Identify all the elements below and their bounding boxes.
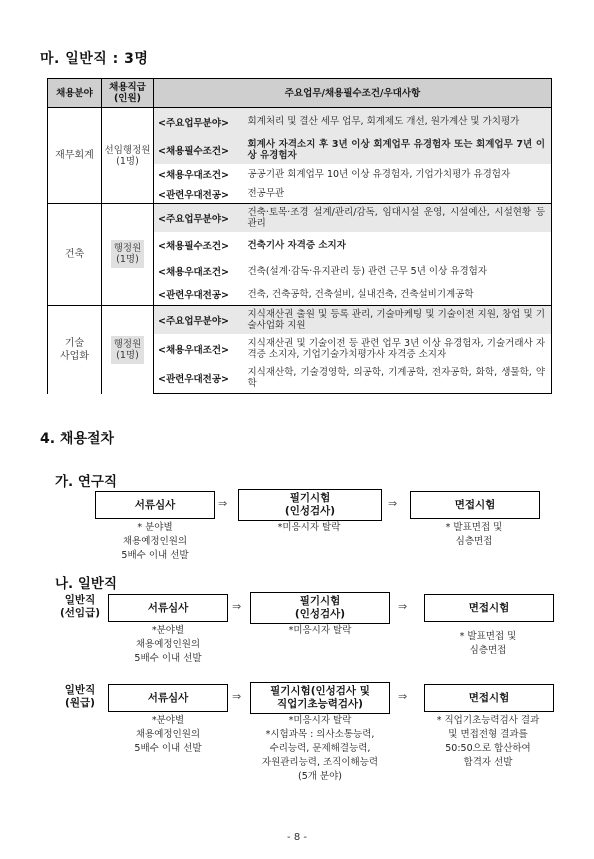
research-step-document: 서류심사 [95, 491, 215, 519]
field-cell: 기술 사업화 [48, 305, 102, 394]
senior-step-interview: 면접시험 [424, 594, 554, 622]
research-step-interview: 면접시험 [410, 491, 540, 519]
row-label: <주요업무분야> [154, 305, 242, 334]
header-duties: 주요업무/채용필수조건/우대사항 [154, 79, 552, 108]
row-label: <채용우대조건> [154, 164, 242, 185]
arrow-icon: ⇒ [388, 497, 398, 510]
junior-label: 일반직 (원급) [64, 684, 96, 709]
research-title: 가. 연구직 [55, 474, 117, 490]
senior-label: 일반직 (선임급) [59, 594, 101, 619]
senior-step-document: 서류심사 [108, 594, 228, 622]
senior-note-written: *미응시자 탈락 [288, 625, 352, 636]
table-row [48, 108, 552, 136]
field-cell: 건축 [48, 204, 102, 306]
row-text: 건축(설계·감독·유지관리 등) 관련 근무 5년 이상 유경험자 [242, 258, 552, 284]
arrow-icon: ⇒ [232, 600, 242, 613]
grade-cell [102, 204, 154, 306]
senior-step-written: 필기시험 (인성검사) [250, 592, 390, 624]
grade-cell [102, 305, 154, 394]
row-label: <관련우대전공> [154, 284, 242, 305]
row-label: <주요업무분야> [154, 204, 242, 233]
research-note-written: *미응시자 탈락 [277, 522, 341, 533]
research-step-written: 필기시험 (인성검사) [238, 489, 382, 521]
table-row [48, 305, 552, 334]
research-note-interview: * 발표면접 및 심층면접 [445, 522, 503, 547]
row-label: <채용우대조건> [154, 258, 242, 284]
page-number: - 8 - [287, 832, 307, 843]
row-label: <채용필수조건> [154, 232, 242, 258]
senior-note-interview: * 발표면접 및 심층면접 [459, 631, 517, 656]
junior-note-written: *미응시자 탈락 *시험과목 : 의사소통능력, 수리능력, 문제해결능력, 자원관리능력, 조직이해능력 (5개 분야) [261, 715, 379, 782]
row-text: 회계사 자격소지 후 3년 이상 회계업무 유경험자 또는 회계업무 7년 이상 유경험자 [242, 136, 552, 164]
recruitment-table [47, 78, 552, 394]
junior-note-document: *분야별 채용예정인원의 5배수 이내 선발 [134, 715, 202, 754]
arrow-icon: ⇒ [232, 690, 242, 703]
row-text: 지식재산권 출원 및 등록 관리, 기술마케팅 및 기술이전 지원, 창업 및 기술사업화 지원 [242, 305, 552, 334]
grade-label: 행정원 (1명) [111, 240, 145, 268]
general-title: 나. 일반직 [55, 576, 117, 592]
row-text: 지식재산학, 기술경영학, 의공학, 기계공학, 전자공학, 화학, 생물학, 약학 [242, 364, 552, 394]
table-row [48, 204, 552, 233]
row-text: 지식재산권 및 기술이전 등 관련 업무 3년 이상 유경험자, 기술거래사 자격증 소지자, 기업기술가치평가사 자격증 소지자 [242, 334, 552, 364]
header-grade: 채용직급 (인원) [102, 79, 154, 108]
row-label: <채용필수조건> [154, 136, 242, 164]
row-text: 건축, 건축공학, 건축설비, 실내건축, 건축설비기계공학 [242, 284, 552, 305]
row-text: 회계처리 및 결산 세무 업무, 회계제도 개선, 원가계산 및 가치평가 [242, 108, 552, 136]
arrow-icon: ⇒ [398, 690, 408, 703]
field-cell: 재무회계 [48, 108, 102, 204]
junior-note-interview: * 직업기초능력검사 결과 및 면접전형 결과를 50:50으로 합산하여 합격자 선발 [436, 715, 540, 768]
row-text: 공공기관 회계업무 10년 이상 유경험자, 기업가치평가 유경험자 [242, 164, 552, 185]
row-label: <채용우대조건> [154, 334, 242, 364]
junior-step-document: 서류심사 [108, 684, 228, 712]
row-text: 건축기사 자격증 소지자 [242, 232, 552, 258]
section-ma-title: 마. 일반직 : 3명 [40, 51, 149, 67]
grade-cell [102, 108, 154, 204]
row-label: <관련우대전공> [154, 185, 242, 204]
header-field: 채용분야 [48, 79, 102, 108]
arrow-icon: ⇒ [218, 497, 228, 510]
junior-step-interview: 면접시험 [424, 684, 554, 712]
section-4-title: 4. 채용절차 [40, 431, 115, 447]
arrow-icon: ⇒ [398, 600, 408, 613]
grade-label: 선임행정원 (1명) [104, 144, 151, 167]
row-label: <관련우대전공> [154, 364, 242, 394]
row-text: 건축·토목·조경 설계/관리/감독, 임대시설 운영, 시설예산, 시설현황 등 관리 [242, 204, 552, 233]
row-label: <주요업무분야> [154, 108, 242, 136]
row-text: 전공무관 [242, 185, 552, 204]
junior-step-written: 필기시험(인성검사 및 직업기초능력검사) [250, 682, 390, 714]
grade-label: 행정원 (1명) [111, 336, 145, 364]
research-note-document: * 분야별 채용예정인원의 5배수 이내 선발 [121, 522, 189, 561]
senior-note-document: *분야별 채용예정인원의 5배수 이내 선발 [134, 625, 202, 664]
